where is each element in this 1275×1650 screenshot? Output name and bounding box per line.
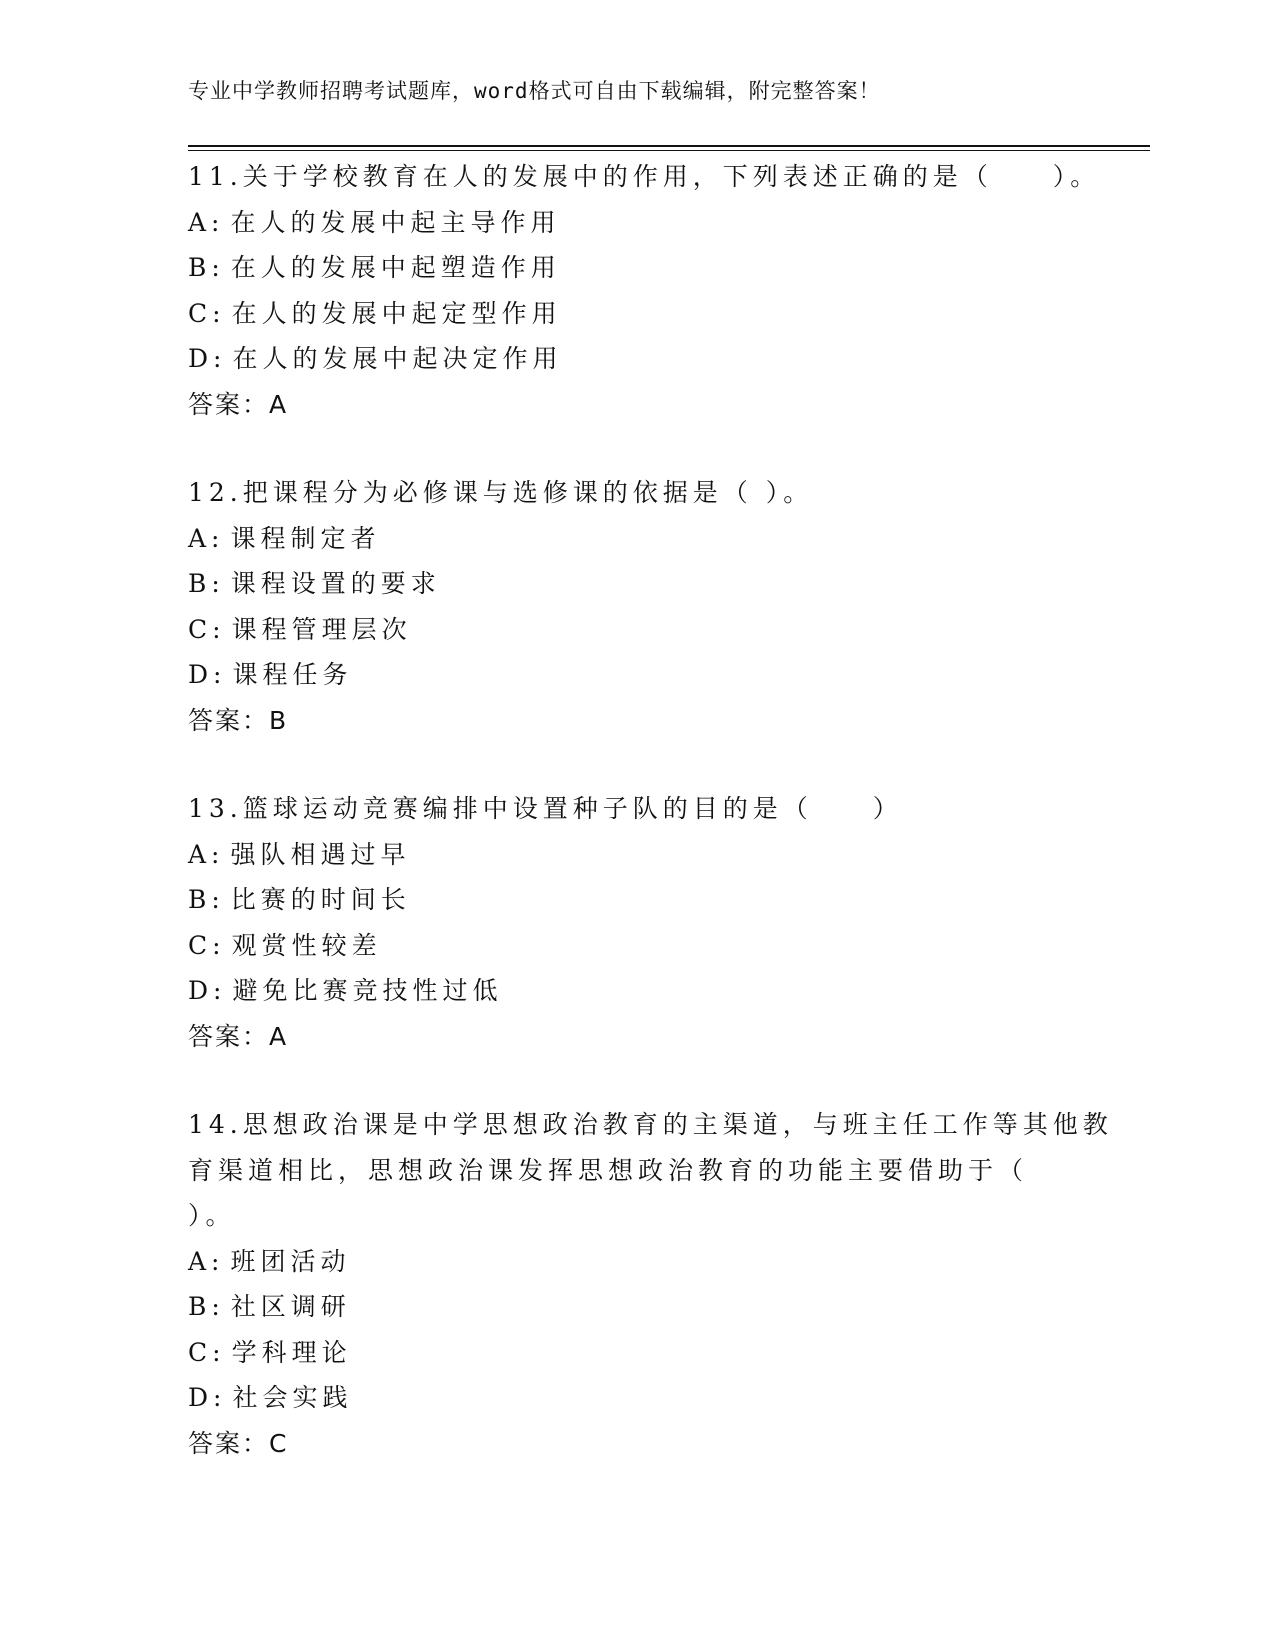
option-letter: A: — [188, 839, 225, 869]
answer-line: 答案：B — [188, 705, 289, 735]
question-11 — [188, 154, 1101, 427]
option-c — [188, 923, 1088, 969]
option-text: 课程任务 — [232, 660, 353, 689]
option-a — [188, 516, 1088, 562]
answer-line: 答案：A — [188, 389, 289, 419]
header-rule-thin — [188, 150, 1150, 151]
option-b — [188, 877, 1088, 923]
option-letter: A: — [188, 207, 225, 237]
option-letter: C: — [188, 1337, 226, 1367]
option-letter: C: — [188, 930, 226, 960]
question-stem: 12.把课程分为必修课与选修课的依据是（ ）。 — [188, 478, 814, 507]
answer-line: 答案：A — [188, 1021, 289, 1051]
option-c — [188, 1330, 1088, 1376]
option-text: 课程管理层次 — [231, 614, 412, 644]
question-stem: 育渠道相比，思想政治课发挥思想政治教育的功能主要借助于（ — [188, 1155, 1029, 1185]
option-letter: B: — [188, 1292, 225, 1321]
option-d — [188, 1375, 1088, 1421]
option-letter: C: — [188, 298, 226, 328]
question-stem: ）。 — [188, 1201, 236, 1230]
option-text: 观赏性较差 — [231, 930, 382, 960]
option-c — [188, 607, 1088, 653]
option-d — [188, 652, 1088, 698]
option-text: 课程设置的要求 — [230, 569, 441, 598]
option-text: 班团活动 — [230, 1246, 351, 1276]
option-text: 社会实践 — [232, 1383, 353, 1412]
answer-line: 答案：C — [188, 1428, 289, 1458]
option-letter: A: — [188, 1246, 225, 1276]
option-letter: B: — [188, 253, 225, 282]
option-text: 社区调研 — [230, 1292, 351, 1321]
question-stem: 11.关于学校教育在人的发展中的作用，下列表述正确的是（ ）。 — [188, 162, 1101, 191]
option-letter: D: — [188, 976, 227, 1005]
option-letter: A: — [188, 523, 225, 553]
option-text: 学科理论 — [231, 1337, 352, 1367]
question-stem: 14.思想政治课是中学思想政治教育的主渠道，与班主任工作等其他教 — [188, 1110, 1113, 1139]
option-b — [188, 1284, 1088, 1330]
option-b — [188, 245, 1088, 291]
option-a — [188, 1239, 1088, 1285]
option-text: 在人的发展中起塑造作用 — [230, 253, 561, 282]
question-12 — [188, 470, 1088, 743]
option-text: 避免比赛竞技性过低 — [232, 976, 503, 1005]
question-stem: 13.篮球运动竞赛编排中设置种子队的目的是（ ） — [188, 794, 903, 823]
question-14 — [188, 1102, 1113, 1466]
option-d — [188, 968, 1088, 1014]
option-b — [188, 561, 1088, 607]
option-text: 课程制定者 — [230, 523, 381, 553]
option-a — [188, 832, 1088, 878]
option-text: 比赛的时间长 — [230, 885, 411, 914]
header-rule-thick — [188, 145, 1150, 147]
option-letter: C: — [188, 614, 226, 644]
option-text: 在人的发展中起主导作用 — [230, 207, 561, 237]
page-header: 专业中学教师招聘考试题库，word格式可自由下载编辑，附完整答案！ — [188, 79, 881, 103]
option-text: 强队相遇过早 — [230, 839, 411, 869]
option-text: 在人的发展中起定型作用 — [231, 298, 562, 328]
option-c — [188, 291, 1088, 337]
option-a — [188, 200, 1088, 246]
option-text: 在人的发展中起决定作用 — [232, 344, 563, 373]
option-letter: D: — [188, 344, 227, 373]
option-letter: D: — [188, 1383, 227, 1412]
question-13 — [188, 786, 1088, 1059]
option-letter: B: — [188, 569, 225, 598]
option-letter: B: — [188, 885, 225, 914]
option-letter: D: — [188, 660, 227, 689]
option-d — [188, 336, 1088, 382]
